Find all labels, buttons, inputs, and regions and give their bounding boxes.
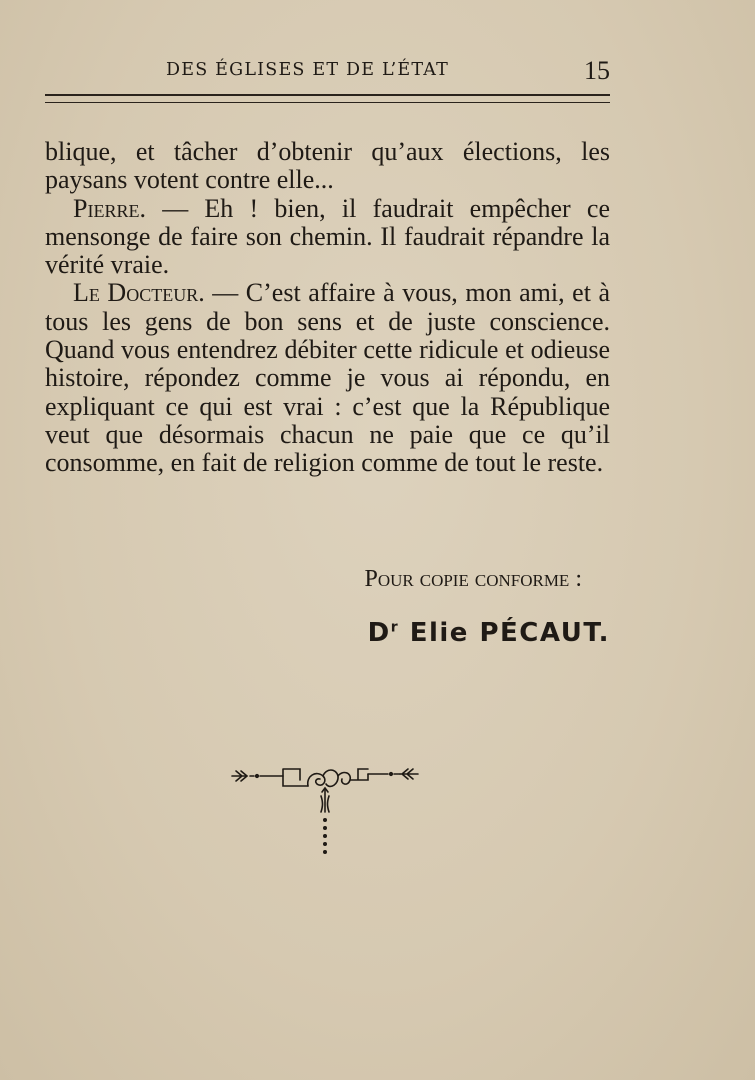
paragraph-docteur <box>45 279 610 477</box>
speaker-name: Le Docteur. <box>73 278 205 308</box>
closing-formula: Pour copie conforme : <box>364 566 582 592</box>
speech-text: — C’est affaire à vous, mon ami, et à tous les gens de bon sens et de juste conscience. Quand vous entendrez débiter cette ridicule et odieuse histoire, répondez comme je vous ai répondu, en expliquant ce qui est vrai : c’est que la République veut que désormais chacun ne paie que ce qu’il consomme, en fait de religion comme de tout le reste. <box>45 278 611 478</box>
signature-name: Elie PÉCAUT. <box>399 618 610 648</box>
signature-prefix: D <box>367 618 391 648</box>
paragraph-continuation: blique, et tâcher d’obtenir qu’aux élections, les paysans votent contre elle... <box>45 137 610 195</box>
paragraph-pierre <box>45 195 610 280</box>
speech-text: — Eh ! bien, il faudrait empêcher ce mensonge de faire son chemin. Il faudrait répandre la vérité vraie. <box>45 193 610 280</box>
page-header <box>45 56 610 86</box>
body-text <box>45 138 610 478</box>
signature-prefix-sup: r <box>390 619 400 636</box>
page-number: 15 <box>584 56 610 85</box>
header-double-rule <box>45 94 610 103</box>
speaker-name: Pierre. <box>73 193 146 223</box>
running-title: DES ÉGLISES ET DE L’ÉTAT <box>166 60 449 80</box>
signature <box>45 618 610 648</box>
fleuron-ornament-icon <box>228 762 423 867</box>
